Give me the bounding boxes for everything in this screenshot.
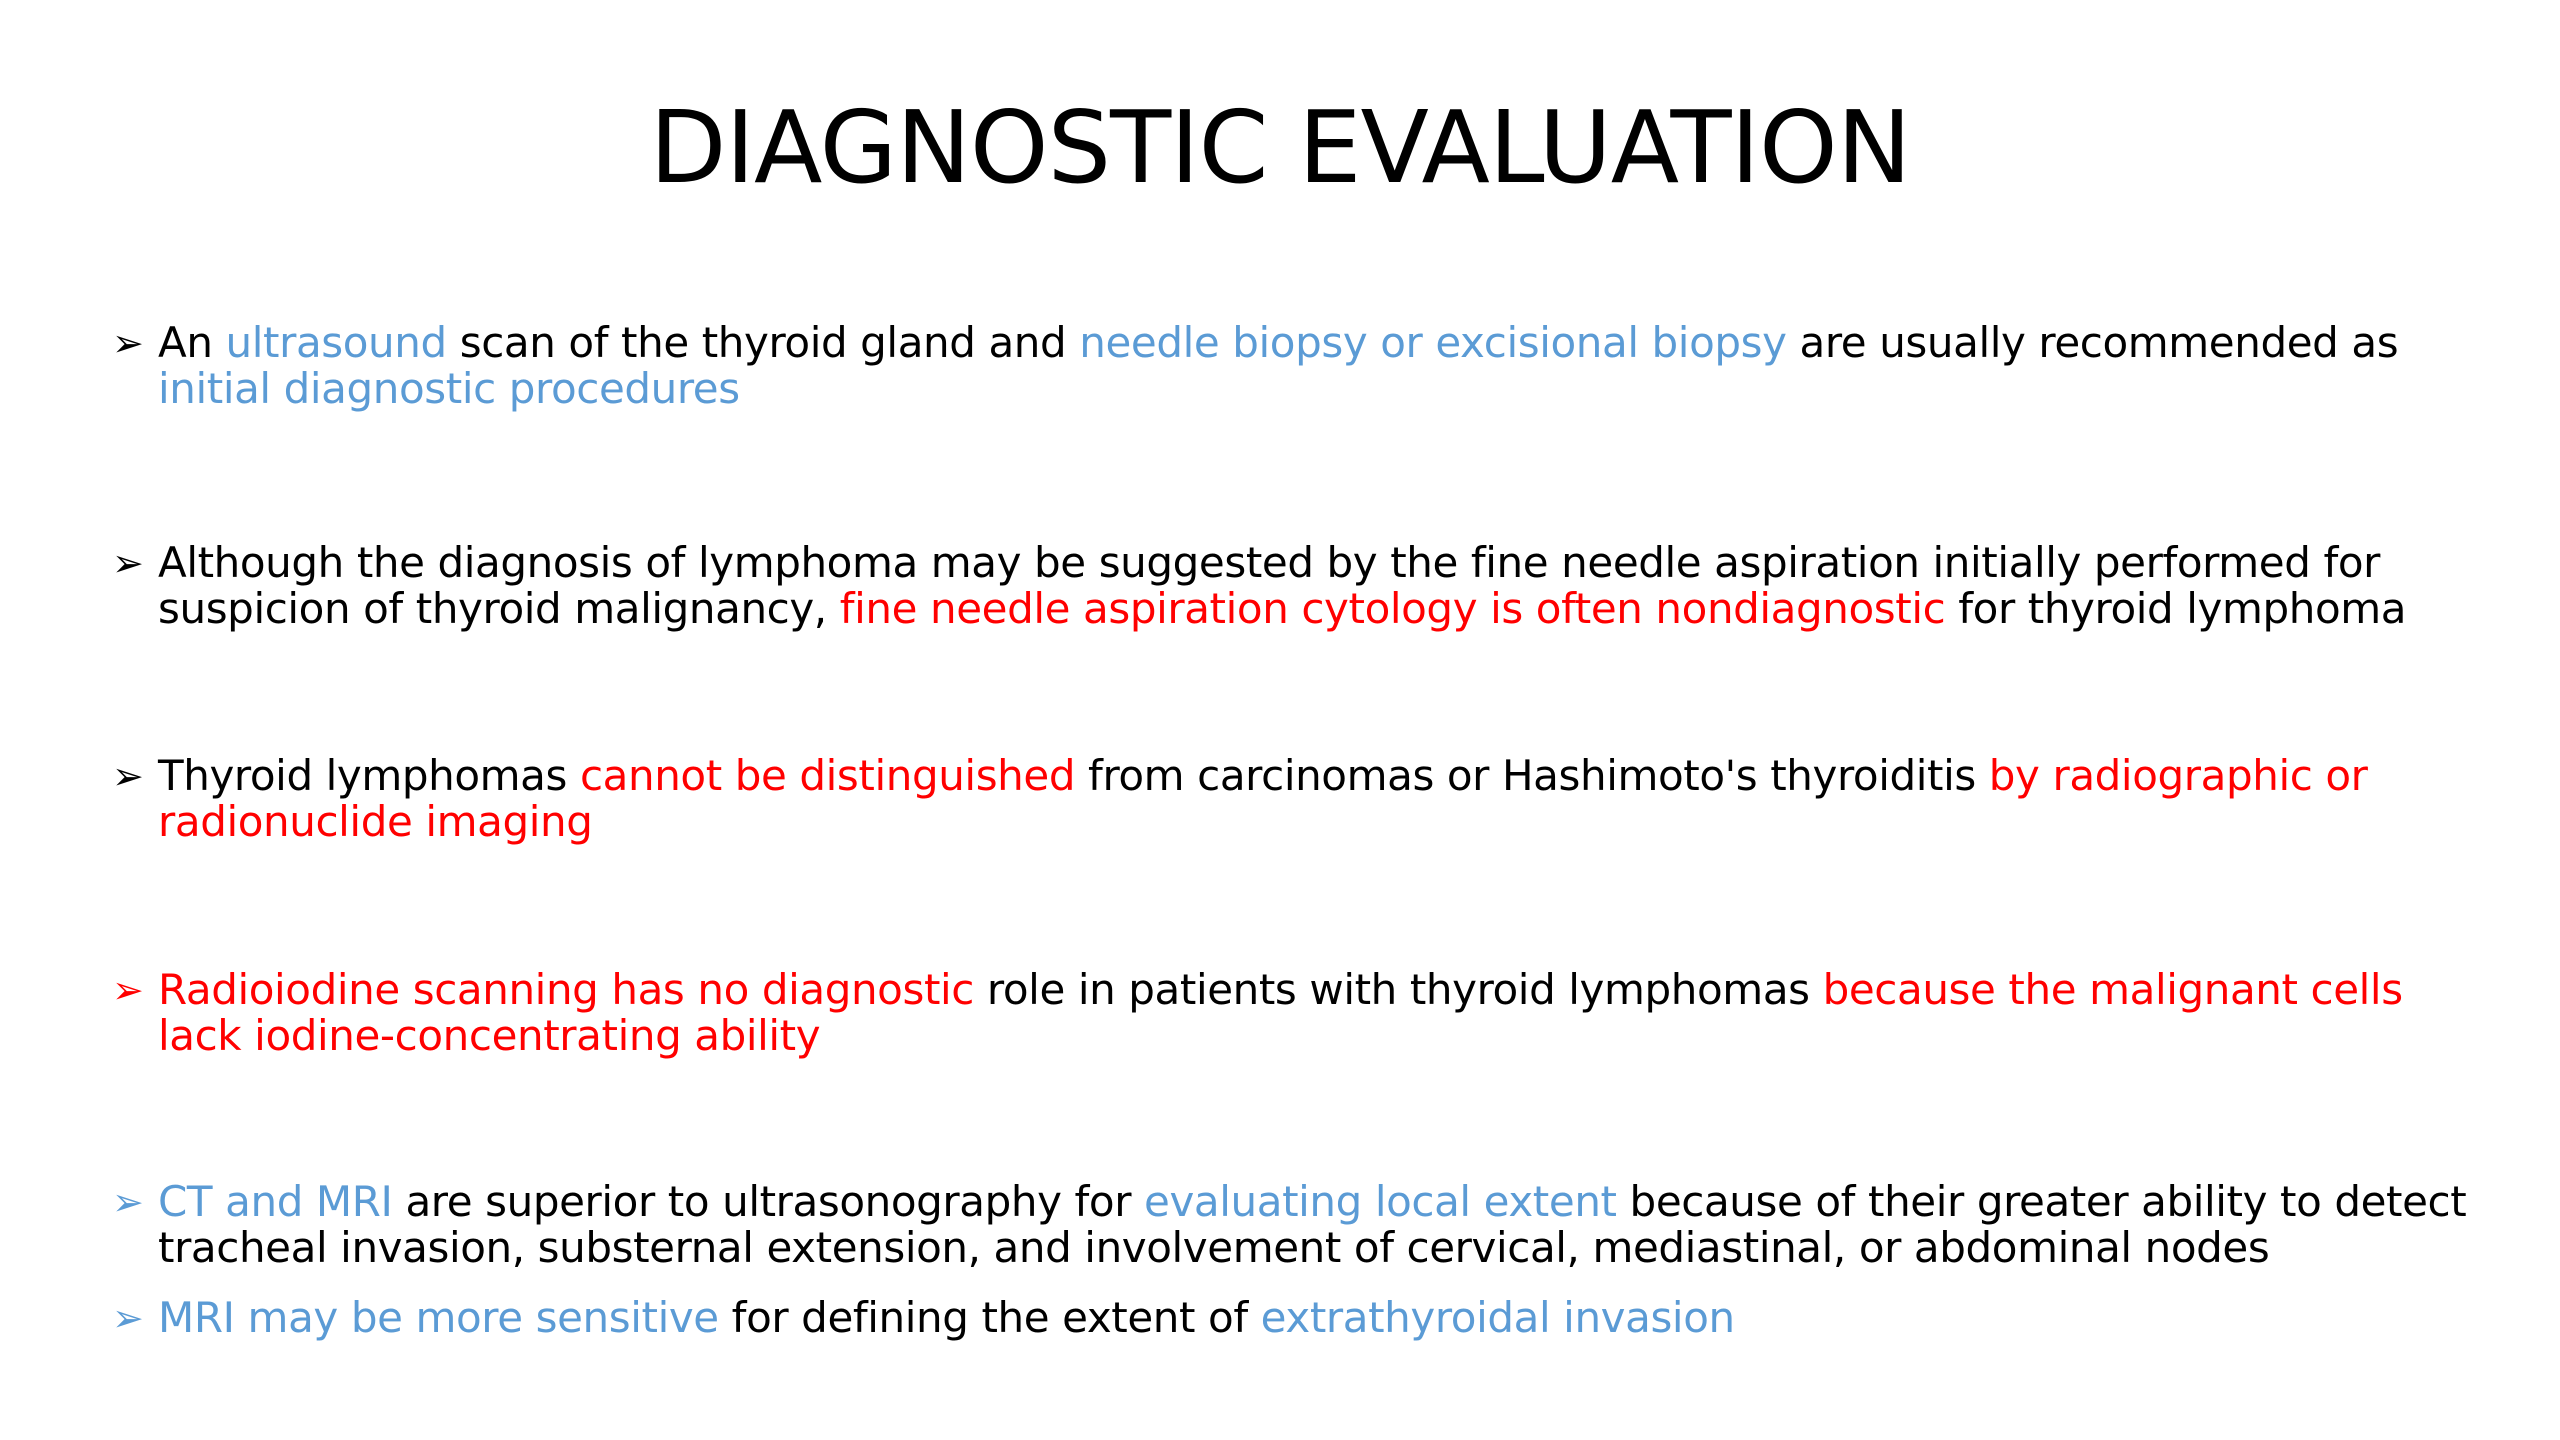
- bullet-text-segment: for thyroid lymphoma: [1945, 584, 2407, 633]
- bullet-text-segment: Radioiodine scanning has no diagnostic: [158, 965, 974, 1014]
- arrow-bullet-icon: ➢: [112, 968, 144, 1012]
- bullet-text-segment: from carcinomas or Hashimoto's thyroiditis: [1075, 751, 1989, 800]
- arrow-bullet-icon: ➢: [112, 1180, 144, 1224]
- bullet-text-segment: evaluating local extent: [1144, 1177, 1617, 1226]
- bullet-text-segment: fine needle aspiration cytology is often nondiagnostic: [839, 584, 1946, 633]
- bullet-text-segment: Thyroid lymphomas: [158, 751, 580, 800]
- bullet-text-segment: by radiographic or radionuclide imaging: [158, 751, 2381, 846]
- bullet-text-segment: role in patients with thyroid lymphomas: [973, 965, 1823, 1014]
- bullet-text-segment: needle biopsy or excisional biopsy: [1079, 318, 1787, 367]
- arrow-bullet-icon: ➢: [112, 541, 144, 585]
- arrow-bullet-icon: ➢: [112, 321, 144, 365]
- bullet-text-segment: are usually recommended as: [1786, 318, 2412, 367]
- bullet-text-segment: because of their greater ability to detect tracheal invasion, substernal extension, and involvement of cervical, mediastinal, or abdominal nodes: [158, 1177, 2480, 1272]
- bullet-item: [110, 540, 2470, 632]
- bullet-item: [110, 753, 2470, 845]
- bullet-text-segment: CT and MRI: [158, 1177, 393, 1226]
- bullet-list: [110, 318, 2480, 1342]
- bullet-item: [110, 1177, 2480, 1272]
- bullet-text-segment: initial diagnostic procedures: [158, 364, 740, 413]
- bullet-text-segment: cannot be distinguished: [579, 751, 1076, 800]
- bullet-item: [110, 1295, 2470, 1341]
- bullet-text-segment: Although the diagnosis of lymphoma may be suggested by the fine needle aspiration initially performed for suspicion of thyroid malignancy,: [158, 538, 2393, 633]
- arrow-bullet-icon: ➢: [112, 1296, 144, 1340]
- bullet-item: [110, 967, 2470, 1059]
- bullet-text-segment: ultrasound: [225, 318, 447, 367]
- bullet-text-segment: An: [158, 318, 226, 367]
- bullet-text-segment: MRI may be more sensitive: [158, 1293, 719, 1342]
- bullet-text-segment: are superior to ultrasonography for: [392, 1177, 1145, 1226]
- slide-title: DIAGNOSTIC EVALUATION: [649, 89, 1911, 206]
- bullet-text-segment: for defining the extent of: [718, 1293, 1261, 1342]
- bullet-text-segment: scan of the thyroid gland and: [446, 318, 1080, 367]
- arrow-bullet-icon: ➢: [112, 754, 144, 798]
- bullet-item: [110, 320, 2470, 412]
- bullet-text-segment: because the malignant cells lack iodine-concentrating ability: [158, 965, 2416, 1060]
- bullet-text-segment: extrathyroidal invasion: [1260, 1293, 1735, 1342]
